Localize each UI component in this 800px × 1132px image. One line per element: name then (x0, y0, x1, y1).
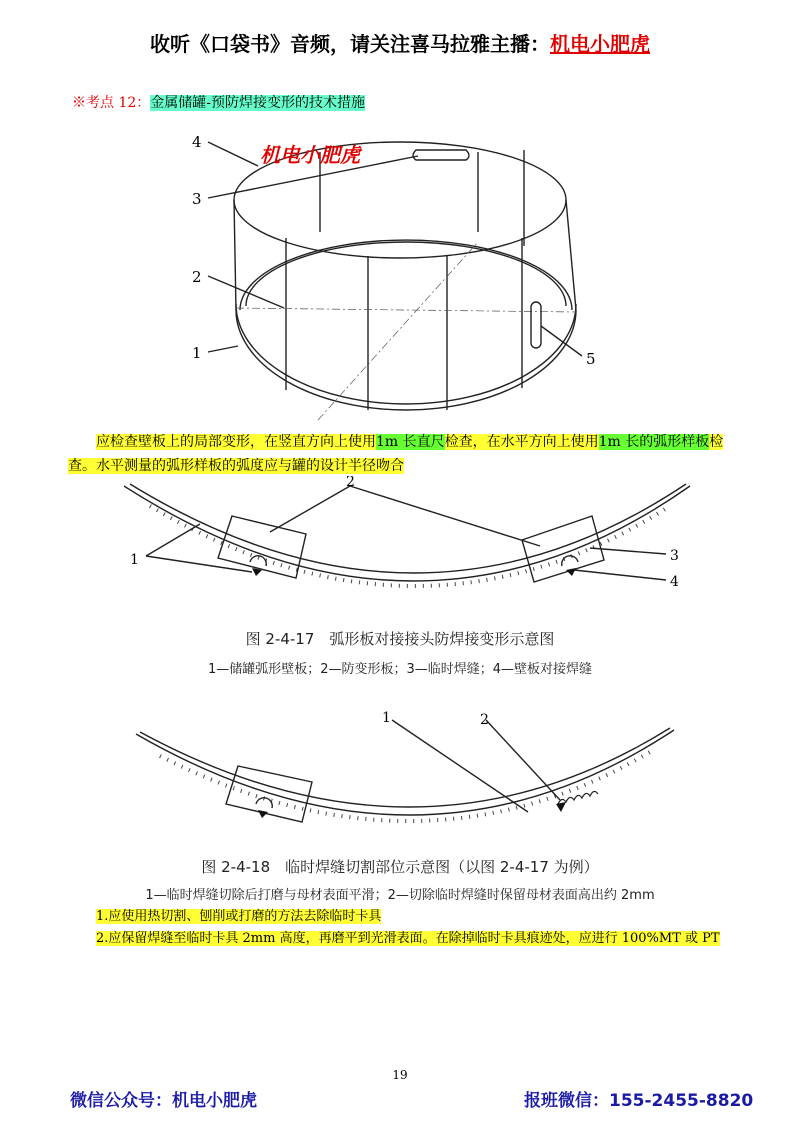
fig2-caption-title: 图 2-4-17 弧形板对接接头防焊接变形示意图 (245, 630, 555, 648)
fig1-label-1: 1 (192, 344, 202, 362)
arc-plate-figure (0, 476, 800, 626)
page-number: 19 (392, 1068, 408, 1082)
fig2-label-1: 1 (130, 552, 139, 568)
fig2-label-4: 4 (670, 574, 679, 590)
fig3-label-2: 2 (480, 712, 489, 728)
fig3-caption-title: 图 2-4-18 临时焊缝切割部位示意图（以图 2-4-17 为例） (201, 858, 599, 876)
note-1: 1.应使用热切割、刨削或打磨的方法去除临时卡具 (96, 909, 382, 924)
para-part-3: 检查。水平测量的弧形样板的弧度应与罐的设计半径吻合 (68, 434, 724, 474)
section-label: ※考点 12： (72, 95, 151, 111)
section-topic: 金属储罐-预防焊接变形的技术措施 (150, 95, 365, 111)
tank-figure (0, 120, 800, 430)
fig2-label-3: 3 (670, 548, 679, 564)
watermark-logo: 机电小肥虎 (260, 143, 360, 167)
note-2: 2.应保留焊缝至临时卡具 2mm 高度，再磨平到光滑表面。在除掉临时卡具痕迹处，应进行 100%MT 或 PT (96, 931, 720, 946)
para-part-2: 检查，在水平方向上使用 (444, 434, 599, 450)
cut-weld-figure (0, 708, 800, 848)
fig1-label-2: 2 (192, 268, 202, 286)
para-part-1: 应检查壁板上的局部变形，在竖直方向上使用 (96, 434, 376, 450)
inspection-paragraph (68, 430, 748, 478)
section-title (72, 92, 365, 112)
fig3-label-1: 1 (382, 710, 391, 726)
para-highlight-2: 1m 长的弧形样板 (598, 434, 710, 450)
fig1-label-3: 3 (192, 190, 202, 208)
header-prefix: 收听《口袋书》音频，请关注喜马拉雅主播： (150, 32, 550, 56)
footer-wechat-account: 微信公众号：机电小肥虎 (70, 1091, 257, 1111)
fig3-caption-legend: 1—临时焊缝切除后打磨与母材表面平滑；2—切除临时焊缝时保留母材表面高出约 2mm (145, 888, 655, 903)
fig1-label-4: 4 (192, 133, 202, 151)
header-brand: 机电小肥虎 (550, 32, 650, 56)
para-highlight-1: 1m 长直尺 (376, 434, 445, 450)
page-header (0, 28, 800, 57)
fig1-label-5: 5 (586, 350, 596, 368)
fig2-label-2: 2 (346, 476, 355, 490)
fig2-caption-legend: 1—储罐弧形壁板；2—防变形板；3—临时焊缝；4—壁板对接焊缝 (207, 662, 593, 677)
footer-contact: 报班微信：155-2455-8820 (524, 1091, 754, 1111)
